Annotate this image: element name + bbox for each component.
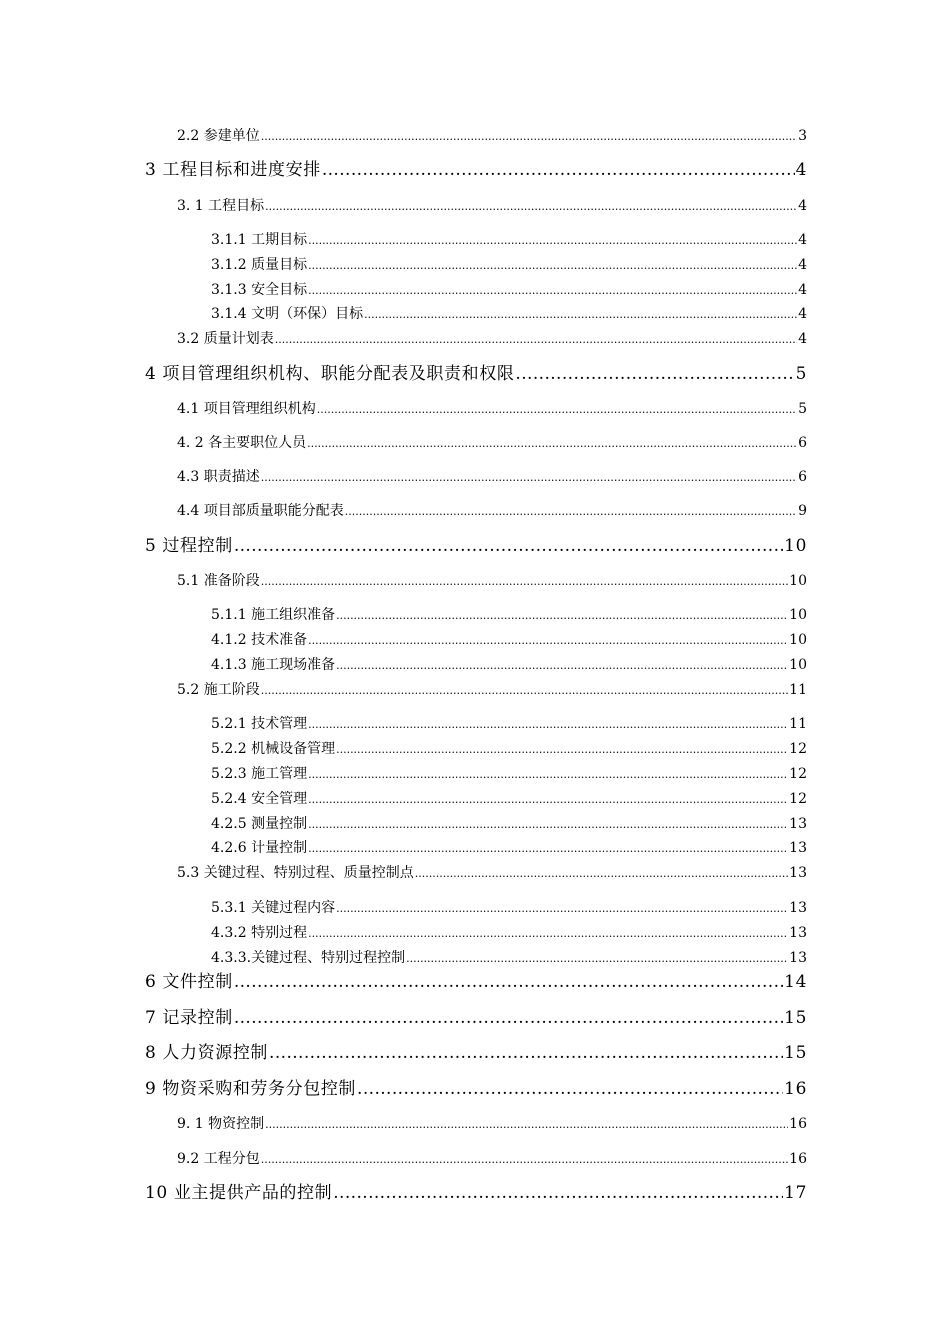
dot-leader <box>308 794 788 805</box>
dot-leader <box>308 235 797 246</box>
toc-entry[interactable] <box>177 1152 807 1166</box>
toc-entry-title: 3.1.2 质量目标 <box>211 257 308 273</box>
toc-entry-page: 12 <box>789 791 807 807</box>
toc-entry-page: 12 <box>789 741 807 757</box>
toc-entry-title: 2.2 参建单位 <box>177 128 260 144</box>
toc-entry-title: 6 文件控制 <box>145 972 233 992</box>
dot-leader <box>515 366 794 383</box>
toc-entry-page: 10 <box>789 573 807 589</box>
toc-entry[interactable] <box>211 307 807 321</box>
toc-entry[interactable] <box>177 683 807 697</box>
toc-entry-title: 5.2.1 技术管理 <box>211 716 308 732</box>
toc-entry-title: 5.3 关键过程、特别过程、质量控制点 <box>177 865 414 881</box>
toc-entry[interactable] <box>177 436 807 450</box>
toc-entry[interactable] <box>177 402 807 416</box>
dot-leader <box>308 769 788 780</box>
dot-leader <box>415 868 788 879</box>
dot-leader <box>234 974 783 991</box>
dot-leader <box>308 635 788 646</box>
dot-leader <box>261 576 788 587</box>
toc-entry[interactable] <box>211 742 807 756</box>
toc-entry[interactable] <box>211 817 807 831</box>
toc-entry-title: 5.2 施工阶段 <box>177 682 260 698</box>
toc-entry[interactable] <box>145 974 807 991</box>
toc-entry-title: 8 人力资源控制 <box>145 1043 269 1063</box>
toc-entry-title: 4.1.3 施工现场准备 <box>211 657 336 673</box>
toc-entry-page: 6 <box>798 469 807 485</box>
toc-entry-page: 13 <box>789 900 807 916</box>
toc-entry-page: 13 <box>789 950 807 966</box>
toc-entry[interactable] <box>145 1185 807 1202</box>
dot-leader <box>333 1185 783 1202</box>
toc-entry-page: 12 <box>789 766 807 782</box>
toc-entry-page: 4 <box>798 306 807 322</box>
toc-entry[interactable] <box>177 470 807 484</box>
toc-entry[interactable] <box>211 633 807 647</box>
toc-entry-title: 9.2 工程分包 <box>177 1151 260 1167</box>
dot-leader <box>265 201 797 212</box>
toc-entry-page: 4 <box>798 232 807 248</box>
toc-entry[interactable] <box>177 129 807 143</box>
toc-entry-page: 10 <box>789 657 807 673</box>
dot-leader <box>234 538 783 555</box>
toc-entry-page: 15 <box>784 1008 807 1028</box>
toc-entry-title: 4.3 职责描述 <box>177 469 260 485</box>
toc-entry[interactable] <box>145 1010 807 1027</box>
toc-entry-page: 9 <box>798 503 807 519</box>
toc-entry-title: 4.1.2 技术准备 <box>211 632 308 648</box>
toc-entry[interactable] <box>211 283 807 297</box>
toc-entry-page: 6 <box>798 435 807 451</box>
toc-entry-title: 5.2.4 安全管理 <box>211 791 308 807</box>
toc-entry[interactable] <box>145 1045 807 1062</box>
toc-entry-page: 5 <box>795 364 807 384</box>
toc-entry[interactable] <box>211 841 807 855</box>
dot-leader <box>308 719 788 730</box>
dot-leader <box>308 260 797 271</box>
toc-entry-title: 10 业主提供产品的控制 <box>145 1183 333 1203</box>
toc-entry-title: 3.1.4 文明（环保）目标 <box>211 306 364 322</box>
toc-entry-page: 11 <box>789 716 807 732</box>
toc-entry-page: 13 <box>789 925 807 941</box>
toc-entry-page: 16 <box>789 1116 807 1132</box>
dot-leader <box>265 1119 788 1130</box>
toc-entry[interactable] <box>177 199 807 213</box>
toc-entry-title: 5.2.3 施工管理 <box>211 766 308 782</box>
toc-entry-page: 15 <box>784 1043 807 1063</box>
dot-leader <box>269 1045 783 1062</box>
dot-leader <box>317 404 797 415</box>
toc-entry-page: 17 <box>784 1183 807 1203</box>
toc-entry-title: 3.2 质量计划表 <box>177 331 274 347</box>
toc-entry-page: 4 <box>798 282 807 298</box>
toc-entry-page: 4 <box>798 198 807 214</box>
toc-entry[interactable] <box>211 792 807 806</box>
toc-entry[interactable] <box>211 767 807 781</box>
toc-entry-page: 4 <box>798 257 807 273</box>
toc-entry-title: 4.2.5 测量控制 <box>211 816 308 832</box>
toc-entry-page: 4 <box>798 331 807 347</box>
toc-entry-page: 10 <box>789 607 807 623</box>
toc-entry[interactable] <box>177 332 807 346</box>
toc-entry-title: 4.3.3.关键过程、特别过程控制 <box>211 950 406 966</box>
toc-entry[interactable] <box>177 866 807 880</box>
dot-leader <box>308 843 788 854</box>
toc-entry-page: 13 <box>789 840 807 856</box>
toc-entry-title: 4.2.6 计量控制 <box>211 840 308 856</box>
toc-entry[interactable] <box>145 366 807 383</box>
dot-leader <box>275 334 797 345</box>
dot-leader <box>307 438 797 449</box>
dot-leader <box>336 660 788 671</box>
dot-leader <box>261 685 788 696</box>
toc-entry[interactable] <box>145 538 807 555</box>
dot-leader <box>357 1081 783 1098</box>
toc-entry-title: 4.1 项目管理组织机构 <box>177 401 316 417</box>
toc-entry-title: 5 过程控制 <box>145 536 233 556</box>
toc-entry[interactable] <box>177 574 807 588</box>
toc-entry-title: 5.3.1 关键过程内容 <box>211 900 336 916</box>
dot-leader <box>406 953 788 964</box>
toc-entry-page: 14 <box>784 972 807 992</box>
toc-entry-title: 4.4 项目部质量职能分配表 <box>177 503 344 519</box>
dot-leader <box>234 1010 783 1027</box>
toc-entry-title: 9. 1 物资控制 <box>177 1116 265 1132</box>
toc-entry[interactable] <box>211 901 807 915</box>
toc-entry[interactable] <box>211 717 807 731</box>
toc-entry-page: 13 <box>789 865 807 881</box>
toc-entry-page: 11 <box>789 682 807 698</box>
toc-entry-title: 5.1 准备阶段 <box>177 573 260 589</box>
toc-entry-page: 16 <box>789 1151 807 1167</box>
toc-entry-title: 5.2.2 机械设备管理 <box>211 741 336 757</box>
toc-entry-title: 3.1.3 安全目标 <box>211 282 308 298</box>
toc-entry-title: 9 物资采购和劳务分包控制 <box>145 1079 357 1099</box>
toc-entry-title: 4 项目管理组织机构、职能分配表及职责和权限 <box>145 364 515 384</box>
toc-entry-page: 4 <box>795 160 807 180</box>
toc-entry-title: 4.3.2 特别过程 <box>211 925 308 941</box>
toc-entry[interactable] <box>211 951 807 965</box>
dot-leader <box>336 610 788 621</box>
dot-leader <box>336 744 788 755</box>
toc-entry-title: 3.1.1 工期目标 <box>211 232 308 248</box>
dot-leader <box>345 506 797 517</box>
toc-entry-page: 13 <box>789 816 807 832</box>
toc-entry[interactable] <box>211 233 807 247</box>
toc-entry[interactable] <box>177 504 807 518</box>
toc-entry[interactable] <box>145 162 807 179</box>
dot-leader <box>364 309 797 320</box>
toc-entry-page: 16 <box>784 1079 807 1099</box>
toc-entry-page: 3 <box>798 128 807 144</box>
toc-entry-title: 7 记录控制 <box>145 1008 233 1028</box>
dot-leader <box>308 928 788 939</box>
dot-leader <box>336 903 788 914</box>
toc-entry-page: 10 <box>789 632 807 648</box>
toc-entry-page: 10 <box>784 536 807 556</box>
toc-entry[interactable] <box>211 926 807 940</box>
toc-entry[interactable] <box>211 608 807 622</box>
toc-entry-title: 3 工程目标和进度安排 <box>145 160 321 180</box>
dot-leader <box>322 162 795 179</box>
toc-entry[interactable] <box>145 1081 807 1098</box>
toc-entry-page: 5 <box>798 401 807 417</box>
dot-leader <box>308 819 788 830</box>
dot-leader <box>261 131 797 142</box>
dot-leader <box>308 285 797 296</box>
toc-entry[interactable] <box>177 1117 807 1131</box>
toc-entry-title: 5.1.1 施工组织准备 <box>211 607 336 623</box>
toc-entry[interactable] <box>211 258 807 272</box>
toc-entry-title: 4. 2 各主要职位人员 <box>177 435 307 451</box>
dot-leader <box>261 472 797 483</box>
toc-entry[interactable] <box>211 658 807 672</box>
toc-entry-title: 3. 1 工程目标 <box>177 198 265 214</box>
dot-leader <box>261 1154 788 1165</box>
